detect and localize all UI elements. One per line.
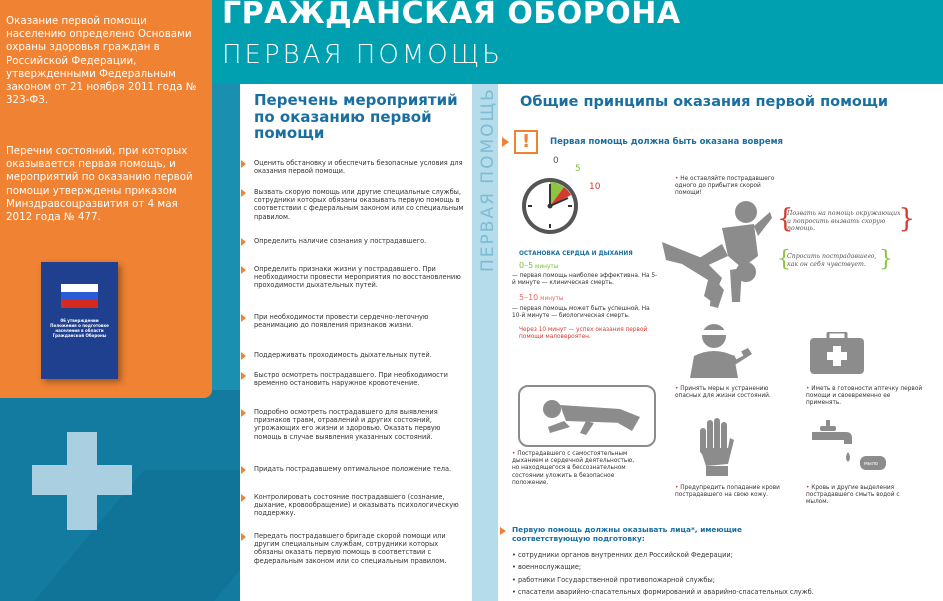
page-subtitle: ПЕРВАЯ ПОМОЩЬ <box>222 40 503 70</box>
list-item-text: Поддерживать проходимость дыхательных путей. <box>254 351 432 359</box>
range2-heading <box>519 294 563 303</box>
speech-bubble-call-help <box>777 204 915 234</box>
note-lying-position-text: Пострадавшего с самостоятельным дыханием и сердечной деятельностью, но находящегося в бессознательном состоянии уложить в безопасное положение. <box>512 451 635 486</box>
list-item <box>254 493 468 518</box>
bandaged-person-icon <box>676 322 752 378</box>
principles-title: Общие принципы оказания первой помощи <box>520 94 889 110</box>
note-measures-text: Принять меры к устранению опасных для жизни состояний. <box>675 386 771 400</box>
rescuer-helping-victim-icon <box>662 198 772 310</box>
bullet-arrow-icon <box>241 466 246 474</box>
timely-help-heading: Первая помощь должна быть оказана вовремя <box>550 137 784 147</box>
range2-value: 5–10 <box>519 293 539 302</box>
brace-left-icon: { <box>777 247 791 272</box>
legal-paragraph-1: Оказание первой помощи населению определено Основами охраны здоровья граждан в Российской Федерации, утвержденными Федеральным законом от 21 ноября 2011 года № 323-ФЗ. <box>6 15 197 107</box>
clock-label-5: 5 <box>575 164 581 174</box>
exclamation-icon <box>514 130 538 154</box>
range2-text: — первая помощь может быть успешной. На 10-й минуте — биологическая смерть. <box>512 306 650 320</box>
list-item <box>254 313 468 329</box>
qualified-persons-list <box>512 549 932 599</box>
list-item-text: Определить признаки жизни у пострадавшего. При необходимости провести мероприятия по восстановлению проходимости дыхательных путей. <box>254 265 461 290</box>
list-item-text: Быстро осмотреть пострадавшего. При необходимости временно остановить наружное кровотечение. <box>254 371 448 388</box>
list-item-text: Подробно осмотреть пострадавшего для выявления признаков травм, отравлений и других состояний, угрожающих его жизни и здоровью. Оказать первую помощь в случае выявления указанных состояний. <box>254 408 441 441</box>
list-item-text: При необходимости провести сердечно-легочную реанимацию до появления признаков жизни. <box>254 313 429 330</box>
clock-label-0: 0 <box>553 156 559 166</box>
arrow-icon <box>500 527 506 535</box>
bullet-arrow-icon <box>241 266 246 274</box>
bullet-arrow-icon <box>241 372 246 380</box>
note-do-not-leave: • Не оставляйте пострадавшего одного до прибытия скорой помощи! <box>675 176 775 197</box>
soap-label: мыло <box>864 461 878 467</box>
range1-unit: минуты <box>535 264 559 270</box>
list-item-text: Передать пострадавшего бригаде скорой помощи или другим специальным службам, сотрудники которых обязаны оказать первую помощь в соответствии с федеральным законом или со специальным правилом. <box>254 532 447 565</box>
note-wash: • Кровь и другие выделения пострадавшего смыть водой с мылом. <box>806 485 900 506</box>
list-item <box>254 371 468 387</box>
arrow-icon <box>502 137 509 147</box>
list-item-text: Определить наличие сознания у пострадавшего. <box>254 237 427 245</box>
note-do-not-leave-text: Не оставляйте пострадавшего одного до прибытия скорой помощи! <box>675 176 775 197</box>
note-first-aid-kit: • Иметь в готовности аптечку первой помощи и своевременно ее применять. <box>806 386 923 407</box>
note-wash-text: Кровь и другие выделения пострадавшего смыть водой с мылом. <box>806 485 900 506</box>
note-measures: • Принять меры к устранению опасных для жизни состояний. <box>675 386 771 400</box>
first-aid-kit-icon <box>810 332 864 374</box>
bullet-arrow-icon <box>241 160 246 168</box>
book-title: 06 утверждении Положения о подготовке населения в области Гражданской Обороны <box>50 318 109 338</box>
list-item: • сотрудники органов внутренних дел Российской Федерации; <box>512 551 733 559</box>
list-item <box>254 465 468 473</box>
bubble-call-help-text: Позвать на помощь окружающих и попросить вызвать скорую помощь. <box>787 210 901 233</box>
list-item-text: Оценить обстановку и обеспечить безопасные условия для оказания первой помощи. <box>254 159 463 176</box>
legal-info-panel <box>0 0 212 398</box>
list-item: • работники Государственной противопожарной службы; <box>512 575 715 584</box>
list-item <box>254 351 468 359</box>
list-item-text: Придать пострадавшему оптимальное положение тела. <box>254 465 452 473</box>
bullet-arrow-icon <box>241 314 246 322</box>
brace-left-icon: { <box>777 204 794 234</box>
russian-flag-icon <box>61 284 98 308</box>
range1-text: — первая помощь наиболее эффективна. На 5-й минуте — клиническая смерть. <box>512 273 658 287</box>
list-item-text: Вызвать скорую помощь или другие специальные службы, сотрудники которых обязаны оказывать первую помощь в соответствии с федеральным законом или со специальным правилом. <box>254 188 464 221</box>
qualified-persons-heading: Первую помощь должны оказывать лица*, имеющие соответствующую подготовку: <box>512 525 742 543</box>
range2-unit: минуты <box>540 296 564 302</box>
list-item <box>254 532 468 565</box>
note-glove: • Предупредить попадание крови пострадавшего на свою кожу. <box>675 485 780 499</box>
list-item <box>254 265 468 290</box>
book-cover-image <box>41 262 118 379</box>
exclamation-mark: ! <box>522 131 531 152</box>
arrest-title: ОСТАНОВКА СЕРДЦА И ДЫХАНИЯ <box>519 251 633 257</box>
page-title: ГРАЖДАНСКАЯ ОБОРОНА <box>222 0 681 31</box>
note-glove-text: Предупредить попадание крови пострадавшего на свою кожу. <box>675 485 780 499</box>
bullet-arrow-icon <box>241 238 246 246</box>
note-first-aid-kit-text: Иметь в готовности аптечку первой помощи и своевременно ее применять. <box>806 386 923 407</box>
brace-right-icon: } <box>879 247 893 272</box>
brace-right-icon: } <box>898 204 915 234</box>
recovery-position-frame <box>518 385 656 447</box>
bullet-arrow-icon <box>241 533 246 541</box>
clock-icon <box>520 170 584 236</box>
list-item <box>254 159 468 175</box>
range1-value: 0–5 <box>519 261 534 270</box>
list-item <box>254 408 468 441</box>
bullet-arrow-icon <box>241 409 246 417</box>
bullet-arrow-icon <box>241 189 246 197</box>
bubble-ask-victim-text: Спросить пострадавшего, как он себя чувствует. <box>787 253 877 268</box>
list-item <box>254 188 468 221</box>
recovery-position-icon <box>520 387 654 445</box>
plus-icon <box>32 465 132 495</box>
glove-icon <box>696 418 734 476</box>
clock-label-10: 10 <box>589 182 601 192</box>
after-10-minutes-note: Через 10 минут — успех оказания первой помощи маловероятен. <box>519 327 648 341</box>
note-lying-position: • Пострадавшего с самостоятельным дыханием и сердечной деятельностью, но находящегося в бессознательном состоянии уложить в безопасное положение. <box>512 451 635 486</box>
list-item: • спасатели аварийно-спасательных формирований и аварийно-спасательных служб. <box>512 588 814 597</box>
bullet-arrow-icon <box>241 352 246 360</box>
vertical-strip-label <box>478 248 498 272</box>
bullet-arrow-icon <box>241 494 246 502</box>
legal-paragraph-2: Перечни состояний, при которых оказывается первая помощь, и мероприятий по оказанию первой помощи утверждены приказом Минздравсоцразвития от 4 мая 2012 года № 477. <box>6 145 193 224</box>
list-item <box>254 237 468 245</box>
list-item: • военнослужащие; <box>512 563 582 572</box>
measures-title: Перечень мероприятий по оказанию первой помощи <box>254 91 458 142</box>
list-item-text: Контролировать состояние пострадавшего (сознание, дыхание, кровообращение) и оказывать психологическую поддержку. <box>254 493 459 518</box>
speech-bubble-ask-victim <box>777 247 893 272</box>
range1-heading <box>519 262 558 271</box>
